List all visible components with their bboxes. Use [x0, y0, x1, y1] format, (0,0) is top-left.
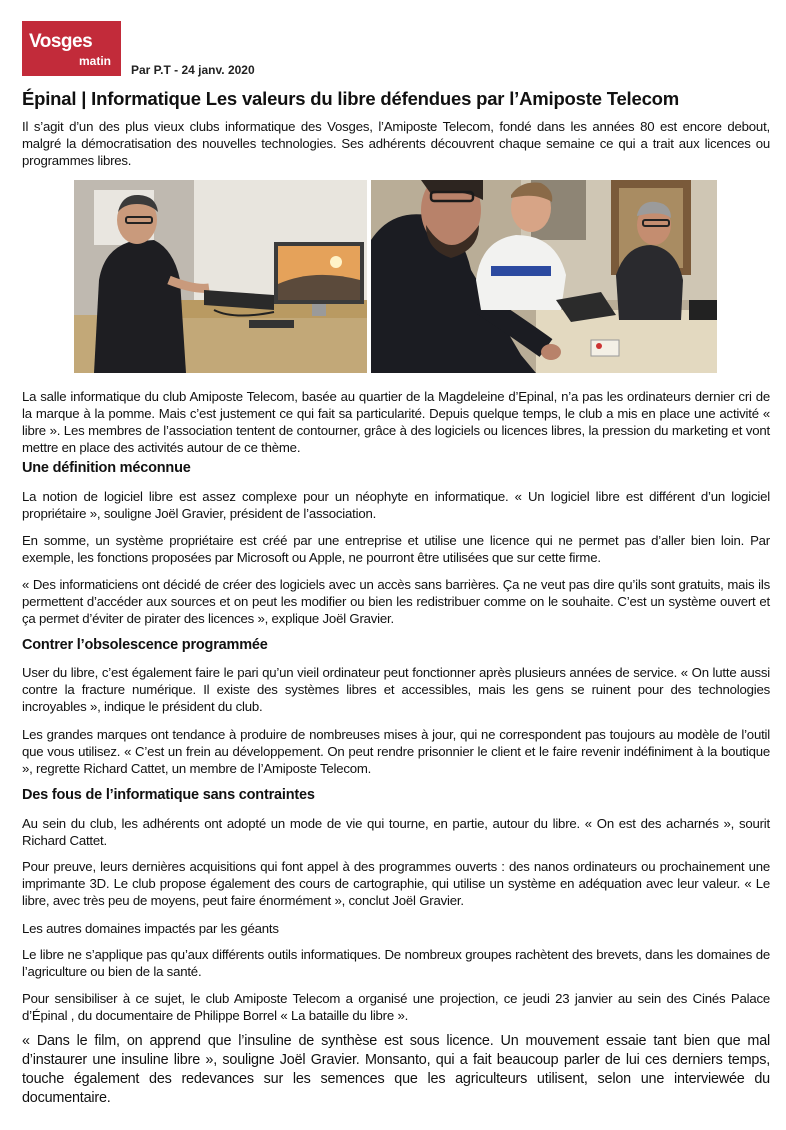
paragraph: Les grandes marques ont tendance à produire de nombreuses mises à jour, qui ne correspondent pas toujours au modèle de l’outil que vous utilisez. « C’est un frein au développement. On peut rendre prisonnier le client et le faire revenir indéfiniment à la boutique », regrette Richard Cattet, un membre de l’Amiposte Telecom.: [22, 727, 770, 776]
paragraph: User du libre, c’est également faire le pari qu’un vieil ordinateur peut fonctionner après plusieurs années de service. « On lutte aussi contre la fracture numérique. Il existe des systèmes libres et accessibles, mais les gens se ruinent pour des technologies incroyables », indique le président du club.: [22, 665, 770, 714]
logo-sub: matin: [78, 54, 111, 68]
paragraph: « Dans le film, on apprend que l’insuline de synthèse est sous licence. Un mouvement essaie tant bien que mal d’instaurer une insuline libre », souligne Joël Gravier. Monsanto, qui a fait beaucoup parler de lui ces derniers temps, touche également des redevances sur les semences que les agriculteurs utilisent, selon une interviewée du documentaire.: [22, 1033, 770, 1106]
subheading: Une définition méconnue: [22, 460, 191, 476]
photo-illustration: [371, 180, 717, 373]
paragraph: « Des informaticiens ont décidé de créer des logiciels avec un accès sans barrières. Ça ne veut pas dire qu’ils sont gratuits, mais ils permettent d’accéder aux sources et on peut les modifier ou bien les redistribuer comme on le souhaite. C’est un système ouvert et ça permet d’éviter de pirater des licences », explique Joël Gravier.: [22, 577, 770, 626]
paragraph: La notion de logiciel libre est assez complexe pour un néophyte en informatique. « Un logiciel libre est différent d’un logiciel propriétaire », souligne Joël Gravier, président de l’association.: [22, 489, 770, 521]
paragraph: Les autres domaines impactés par les géants: [22, 921, 279, 936]
photo-club-president: [74, 180, 367, 373]
byline: Par P.T - 24 janv. 2020: [131, 63, 255, 77]
paragraph: Pour preuve, leurs dernières acquisitions qui font appel à des programmes ouverts : des nanos ordinateurs ou prochainement une imprimante 3D. Le club propose également des cours de cartographie, qui utilise un système en adéquation avec leur valeur. « Le libre, avec très peu de moyens, peut faire énormément », conclut Joël Gravier.: [22, 859, 770, 908]
photo-illustration: [74, 180, 367, 373]
paragraph: Au sein du club, les adhérents ont adopté un mode de vie qui tourne, en partie, autour du libre. « On est des acharnés », sourit Richard Cattet.: [22, 816, 770, 848]
paragraph: En somme, un système propriétaire est créé par une entreprise et utilise une licence qui ne permet pas d’aller bien loin. Par exemple, les fonctions proposées par Microsoft ou Apple, ne pourront être utilisées que sur cette firme.: [22, 533, 770, 565]
lead-paragraph: Il s’agit d’un des plus vieux clubs informatique des Vosges, l’Amiposte Telecom, fondé dans les années 80 est encore debout, malgré la démocratisation des nouvelles technologies. Ses adhérents découvrent chaque semaine ce qui a trait aux licences ou programmes libres.: [22, 119, 770, 168]
paragraph: Pour sensibiliser à ce sujet, le club Amiposte Telecom a organisé une projection, ce jeudi 23 janvier au sein des Cinés Palace d’Épinal , du documentaire de Philippe Borrel « La bataille du libre ».: [22, 991, 770, 1023]
headline: Épinal | Informatique Les valeurs du libre défendues par l’Amiposte Telecom: [22, 88, 680, 109]
subheading: Contrer l’obsolescence programmée: [22, 637, 268, 653]
vosges-matin-logo[interactable]: [22, 21, 121, 76]
photo-club-members: [371, 180, 717, 373]
logo-brand: Vosges: [29, 31, 93, 52]
subheading: Des fous de l’informatique sans contraintes: [22, 787, 315, 803]
paragraph: Le libre ne s’applique pas qu’aux différents outils informatiques. De nombreux groupes rachètent des brevets, dans les domaines de l’agriculture ou bien de la santé.: [22, 947, 770, 979]
paragraph: La salle informatique du club Amiposte Telecom, basée au quartier de la Magdeleine d’Epinal, n’a pas les ordinateurs dernier cri de la marque à la pomme. Mais c’est justement ce qui fait sa particularité. Depuis quelque temps, le club a mis en place une activité « libre ». Les membres de l’association tentent de contourner, grâce à des logiciels ou licences libres, la pression du marketing et vont mettre en place des activités autour de ce thème.: [22, 389, 770, 455]
